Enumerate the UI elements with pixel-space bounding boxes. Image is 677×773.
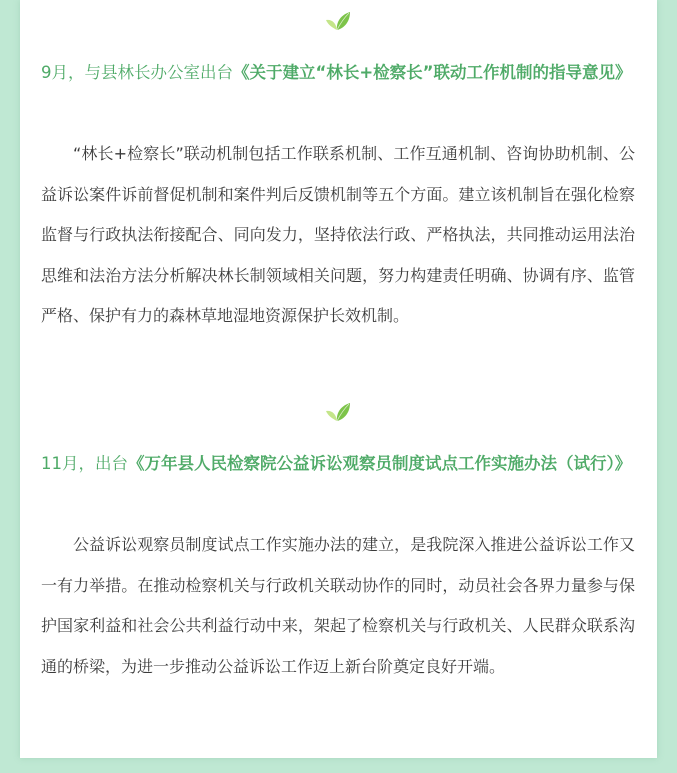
heading-prefix-2: 11月，出台 (41, 454, 128, 473)
section-heading-1 (41, 56, 641, 89)
section-heading-2 (41, 447, 641, 480)
heading-title-1: 《关于建立“林长+检察长”联动工作机制的指导意见》 (233, 63, 632, 82)
section-body-1: “林长+检察长”联动机制包括工作联系机制、工作互通机制、咨询协助机制、公益诉讼案件诉前督促机制和案件判后反馈机制等五个方面。建立该机制旨在强化检察监督与行政执法衔接配合、同向发力，坚持依法行政、严格执法，共同推动运用法治思维和法治方法分析解决林长制领域相关问题，努力构建责任明确、协调有序、监管严格、保护有力的森林草地湿地资源保护长效机制。 (41, 144, 635, 326)
leaf-icon (323, 10, 353, 32)
heading-title-2: 《万年县人民检察院公益诉讼观察员制度试点工作实施办法（试行）》 (128, 454, 632, 473)
heading-prefix-1: 9月，与县林长办公室出台 (41, 63, 233, 82)
leaf-icon (323, 401, 353, 423)
article-card (20, 0, 657, 758)
section-body-2: 公益诉讼观察员制度试点工作实施办法的建立，是我院深入推进公益诉讼工作又一有力举措。在推动检察机关与行政机关联动协作的同时，动员社会各界力量参与保护国家利益和社会公共利益行动中来，架起了检察机关与行政机关、人民群众联系沟通的桥梁，为进一步推动公益诉讼工作迈上新台阶奠定良好开端。 (41, 535, 635, 676)
